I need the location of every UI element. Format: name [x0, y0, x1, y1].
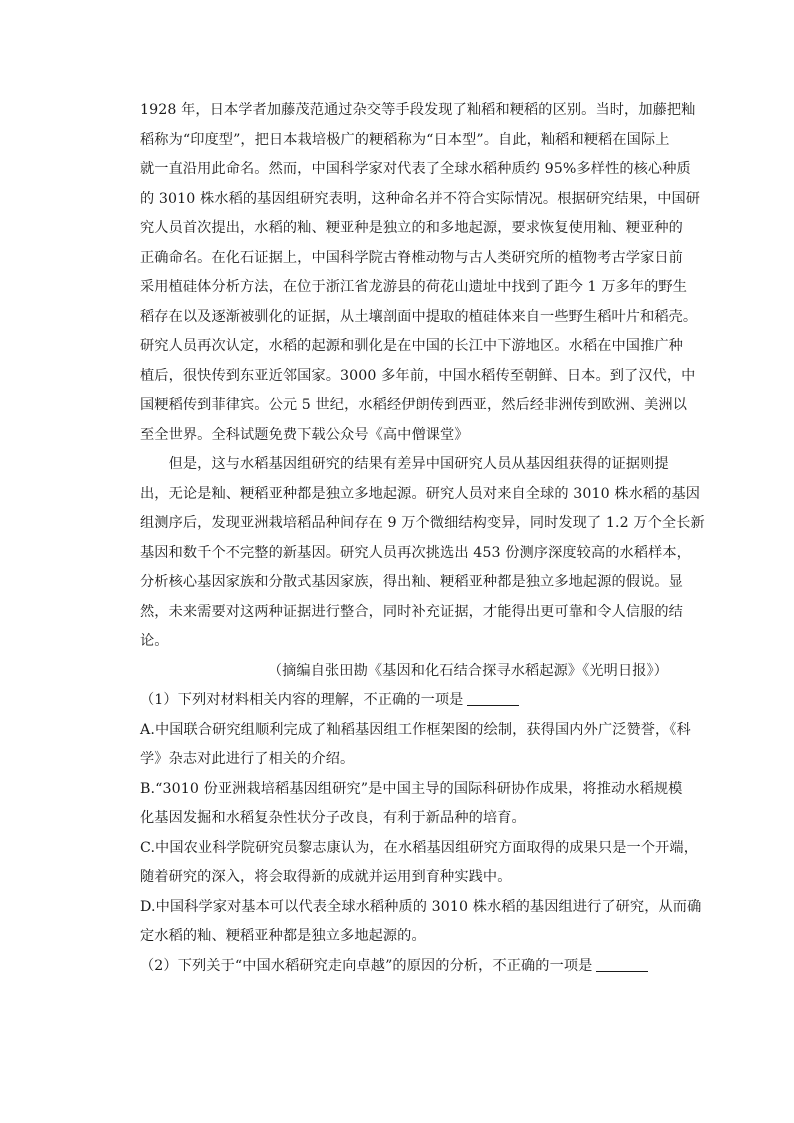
paragraph-1 [140, 96, 701, 450]
answer-blank[interactable] [467, 691, 519, 706]
question-2-stem-text: （2）下列关于“中国水稻研究走向卓越”的原因的分析，不正确的一项是 [140, 957, 593, 974]
text-line: 就一直沿用此命名。然而，中国科学家对代表了全球水稻种质约 95%多样性的核心种质 [140, 161, 691, 177]
text-line: 稻存在以及逐渐被驯化的证据，从土壤剖面中提取的植硅体来自一些野生稻叶片和稻壳。 [140, 308, 698, 325]
paragraph-2 [140, 450, 705, 657]
option-c-line: 随着研究的深入，将会取得新的成就并运用到育种实践中。 [140, 869, 512, 885]
question-1-stem-text: （1）下列对材料相关内容的理解，不正确的一项是 [140, 692, 464, 708]
option-a-line: 学》杂志对此进行了相关的介绍。 [140, 751, 355, 767]
question-stem [140, 686, 674, 716]
question-stem [140, 952, 674, 982]
option-b[interactable] [140, 775, 683, 834]
text-line: 采用植硅体分析方法，在位于浙江省龙游县的荷花山遗址中找到了距今 1 万多年的野生 [140, 279, 687, 295]
text-line: 组测序后，发现亚洲栽培稻品种间存在 9 万个微细结构变异，同时发现了 1.2 万个全长新 [140, 515, 705, 531]
article-body [140, 96, 705, 981]
text-line: 研究人员再次认定，水稻的起源和驯化是在中国的长江中下游地区。水稻在中国推广种 [140, 338, 683, 354]
text-line: 国粳稻传到菲律宾。公元 5 世纪，水稻经伊朗传到西亚，然后经非洲传到欧洲、美洲以 [140, 397, 687, 413]
option-d-line: D.中国科学家对基本可以代表全球水稻种质的 3010 株水稻的基因组进行了研究，从而确 [140, 898, 702, 915]
answer-blank[interactable] [596, 957, 648, 972]
option-d[interactable] [140, 893, 702, 952]
text-line: 正确命名。在化石证据上，中国科学院古脊椎动物与古人类研究所的植物考古学家日前 [140, 249, 683, 266]
text-line: 究人员首次提出，水稻的籼、粳亚种是独立的和多地起源，要求恢复使用籼、粳亚种的 [140, 220, 683, 236]
text-line: 但是，这与水稻基因组研究的结果有差异中国研究人员从基因组获得的证据则提 [140, 456, 669, 472]
option-c-line: C.中国农业科学院研究员黎志康认为，在水稻基因组研究方面取得的成果只是一个开端， [140, 839, 698, 856]
option-a-line: A.中国联合研究组顺利完成了籼稻基因组工作框架图的绘制，获得国内外广泛赞誉，《科 [140, 721, 691, 738]
option-a[interactable] [140, 716, 691, 775]
question-2 [140, 952, 674, 982]
text-line: 基因和数千个不完整的新基因。研究人员再次挑选出 453 份测序深度较高的水稻样本， [140, 544, 691, 561]
question-1 [140, 686, 702, 952]
text-line: 分析核心基因家族和分散式基因家族，得出籼、粳稻亚种都是独立多地起源的假说。显 [140, 574, 683, 590]
text-line: 植后，很快传到东亚近邻国家。3000 多年前，中国水稻传至朝鲜、日本。到了汉代，中 [140, 367, 696, 384]
option-d-line: 定水稻的籼、粳稻亚种都是独立多地起源的。 [140, 928, 426, 944]
text-line: 稻称为“印度型”，把日本栽培极广的粳稻称为“日本型”。自此，籼稻和粳稻在国际上 [140, 131, 670, 148]
text-line: 论。 [140, 633, 169, 649]
option-b-line: B.“3010 份亚洲栽培稻基因组研究”是中国主导的国际科研协作成果，将推动水稻规模 [140, 780, 683, 797]
text-line: 的 3010 株水稻的基因组研究表明，这种命名并不符合实际情况。根据研究结果，中国研 [140, 190, 701, 207]
option-b-line: 化基因发掘和水稻复杂性状分子改良，有利于新品种的培育。 [140, 810, 526, 826]
text-line: 至全世界。全科试题免费下载公众号《高中僧课堂》 [140, 426, 469, 443]
text-line: 然，未来需要对这两种证据进行整合，同时补充证据，才能得出更可靠和令人信服的结 [140, 603, 683, 620]
option-c[interactable] [140, 834, 698, 893]
text-line: 出，无论是籼、粳稻亚种都是独立多地起源。研究人员对来自全球的 3010 株水稻的基因 [140, 485, 701, 502]
source-citation: （摘编自张田勘《基因和化石结合探寻水稻起源》《光明日报》） [267, 662, 668, 679]
text-line: 1928 年，日本学者加藤茂范通过杂交等手段发现了籼稻和粳稻的区别。当时，加藤把籼 [140, 102, 696, 118]
